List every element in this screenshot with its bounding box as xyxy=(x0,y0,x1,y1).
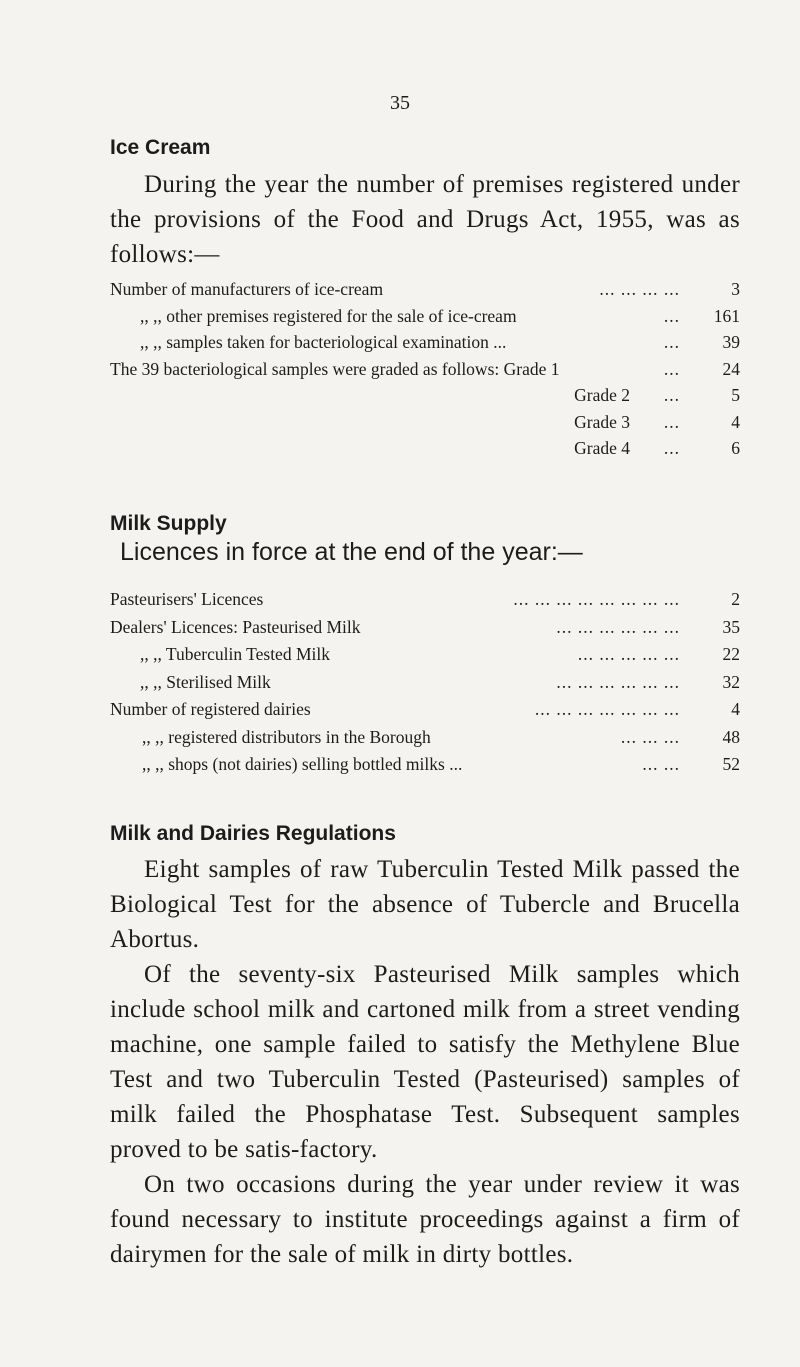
row-value: 3 xyxy=(731,279,740,299)
table-row xyxy=(110,696,740,724)
leader-dots: ... ... ... ... ... ... xyxy=(556,671,680,692)
regulations-paragraph-3: On two occasions during the year under review it was found necessary to institute proceedings against a firm of dairymen for the sale of milk in dirty bottles. xyxy=(110,1171,740,1268)
table-row xyxy=(110,751,740,779)
table-row xyxy=(110,435,740,462)
row-value: 2 xyxy=(731,589,740,609)
row-label: ,, ,, samples taken for bacteriological examination ... xyxy=(140,332,507,352)
row-value: 22 xyxy=(722,644,740,664)
leader-dots: ... xyxy=(663,332,680,352)
leader-dots: ... ... xyxy=(642,754,680,774)
row-value: 24 xyxy=(722,358,740,379)
table-row xyxy=(110,329,740,356)
row-label: Number of manufacturers of ice-cream xyxy=(110,279,384,299)
row-label: Number of registered dairies xyxy=(110,699,311,719)
row-value: 35 xyxy=(722,616,740,637)
row-value: 52 xyxy=(722,754,740,774)
row-value: 161 xyxy=(713,305,740,326)
leader-dots: ... ... ... xyxy=(620,726,680,747)
leader-dots: ... ... ... ... ... ... ... xyxy=(534,699,680,719)
row-label: Grade 3 xyxy=(574,411,630,432)
leader-dots: ... ... ... ... ... ... xyxy=(556,616,680,637)
leader-dots: ... xyxy=(663,385,680,405)
row-label: Pasteurisers' Licences xyxy=(110,589,264,609)
ice-cream-heading: Ice Cream xyxy=(110,136,211,159)
table-row xyxy=(110,641,740,669)
row-label: ,, ,, Tuberculin Tested Milk xyxy=(140,644,330,664)
milk-supply-table xyxy=(110,586,740,779)
table-row xyxy=(110,303,740,330)
row-label: Grade 2 xyxy=(574,385,630,405)
ice-cream-intro: During the year the number of premises registered under the provisions of the Food and Drugs Act, 1955, was as follows:— xyxy=(110,171,740,268)
row-value: 39 xyxy=(722,332,740,352)
table-row xyxy=(110,409,740,436)
table-row xyxy=(110,586,740,614)
row-value: 6 xyxy=(731,438,740,458)
table-row xyxy=(110,614,740,642)
regulations-heading: Milk and Dairies Regulations xyxy=(110,822,396,845)
row-label: ,, ,, other premises registered for the sale of ice-cream xyxy=(140,305,517,326)
milk-supply-subheading: Licences in force at the end of the year:— xyxy=(120,538,583,566)
leader-dots: ... xyxy=(663,411,680,432)
leader-dots: ... ... ... ... ... xyxy=(577,644,680,664)
row-value: 5 xyxy=(731,385,740,405)
leader-dots: ... ... ... ... ... ... ... ... xyxy=(513,589,680,609)
milk-supply-heading: Milk Supply xyxy=(110,512,227,535)
table-row xyxy=(110,276,740,303)
row-label: Grade 4 xyxy=(574,438,630,458)
table-row xyxy=(110,356,740,383)
row-label: Dealers' Licences: Pasteurised Milk xyxy=(110,616,361,637)
page-number: 35 xyxy=(390,92,410,114)
table-row xyxy=(110,382,740,409)
row-value: 4 xyxy=(731,699,740,719)
regulations-paragraph-1: Eight samples of raw Tuberculin Tested Milk passed the Biological Test for the absence of Tubercle and Brucella Abortus. xyxy=(110,856,740,953)
row-label: ,, ,, shops (not dairies) selling bottled milks ... xyxy=(142,754,463,774)
row-label: The 39 bacteriological samples were graded as follows: Grade 1 xyxy=(110,358,560,379)
row-value: 48 xyxy=(722,726,740,747)
leader-dots: ... xyxy=(663,305,680,326)
leader-dots: ... xyxy=(663,358,680,379)
row-value: 4 xyxy=(731,411,740,432)
row-value: 32 xyxy=(722,671,740,692)
leader-dots: ... xyxy=(663,438,680,458)
regulations-paragraph-2: Of the seventy-six Pasteurised Milk samples which include school milk and cartoned milk from a street vending machine, one sample failed to satisfy the Methylene Blue Test and two Tuberculin Tested (Pasteurised) samples of milk failed the Phosphatase Test. Subsequent samples proved to be satis-factory. xyxy=(110,961,740,1163)
table-row xyxy=(110,669,740,697)
ice-cream-table xyxy=(110,276,740,462)
table-row xyxy=(110,724,740,752)
row-label: ,, ,, registered distributors in the Borough xyxy=(142,726,431,747)
leader-dots: ... ... ... ... xyxy=(599,279,680,299)
row-label: ,, ,, Sterilised Milk xyxy=(140,671,271,692)
